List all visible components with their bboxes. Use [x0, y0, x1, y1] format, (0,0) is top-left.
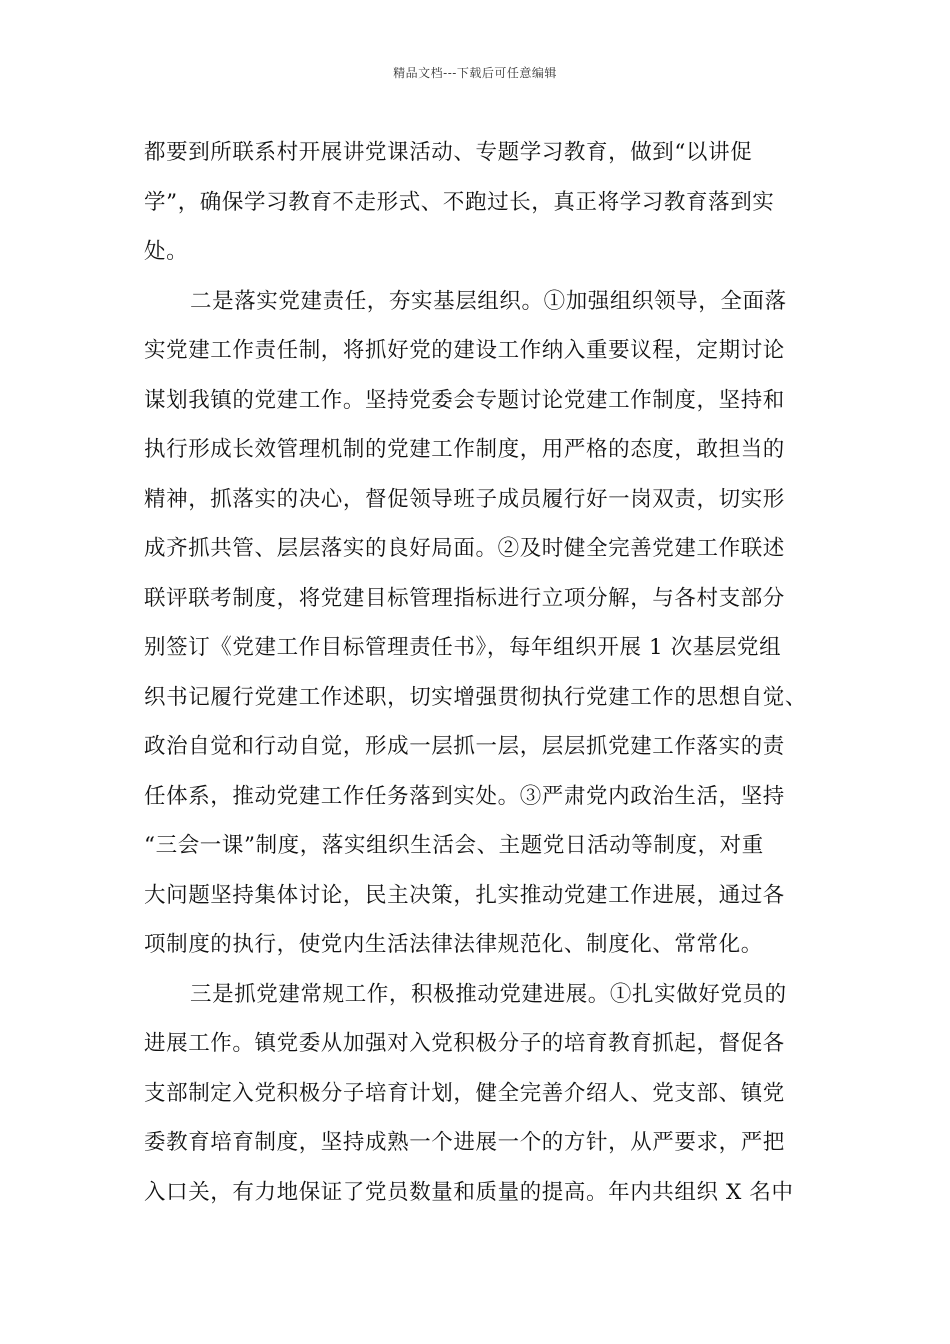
text-line: 委教育培育制度，坚持成熟一个进展一个的方针，从严要求，严把	[144, 1130, 785, 1155]
text-line: 织书记履行党建工作述职，切实增强贯彻执行党建工作的思想自觉、	[144, 684, 808, 710]
text-line: 联评联考制度，将党建目标管理指标进行立项分解，与各村支部分	[144, 585, 785, 611]
text-line: 入口关，有力地保证了党员数量和质量的提高。年内共组织 X 名中	[144, 1179, 794, 1205]
text-line: 处。	[144, 239, 189, 264]
text-line: 执行形成长效管理机制的党建工作制度，用严格的态度，敢担当的	[144, 437, 785, 462]
text-line: 政治自觉和行动自觉，形成一层抓一层，层层抓党建工作落实的责	[144, 734, 785, 759]
text-line: 支部制定入党积极分子培育计划，健全完善介绍人、党支部、镇党	[144, 1080, 785, 1106]
text-line: 任体系，推动党建工作任务落到实处。③严肃党内政治生活，坚持	[144, 783, 785, 809]
text-line: 实党建工作责任制，将抓好党的建设工作纳入重要议程，定期讨论	[144, 338, 785, 363]
text-line: 二是落实党建责任，夯实基层组织。①加强组织领导，全面落	[190, 288, 787, 314]
text-line: 项制度的执行，使党内生活法律法律规范化、制度化、常常化。	[144, 932, 763, 957]
text-line: 精神，抓落实的决心，督促领导班子成员履行好一岗双责，切实形	[144, 486, 785, 512]
text-line: 成齐抓共管、层层落实的良好局面。②及时健全完善党建工作联述	[144, 536, 785, 561]
text-line: 三是抓党建常规工作，积极推动党建进展。①扎实做好党员的	[190, 981, 787, 1007]
text-line: 大问题坚持集体讨论，民主决策，扎实推动党建工作进展，通过各	[144, 882, 785, 908]
text-line: 进展工作。镇党委从加强对入党积极分子的培育教育抓起，督促各	[144, 1031, 785, 1056]
document-body	[144, 128, 824, 1217]
text-line: 学”，确保学习教育不走形式、不跑过长，真正将学习教育落到实	[144, 189, 775, 215]
text-line: 都要到所联系村开展讲党课活动、专题学习教育，做到“以讲促	[144, 140, 753, 165]
text-line: “三会一课”制度，落实组织生活会、主题党日活动等制度，对重	[144, 833, 764, 858]
text-line: 别签订《党建工作目标管理责任书》，每年组织开展 1 次基层党组	[144, 635, 782, 660]
page-header: 精品文档---下载后可任意编辑	[393, 66, 557, 80]
text-line: 谋划我镇的党建工作。坚持党委会专题讨论党建工作制度，坚持和	[144, 387, 785, 413]
